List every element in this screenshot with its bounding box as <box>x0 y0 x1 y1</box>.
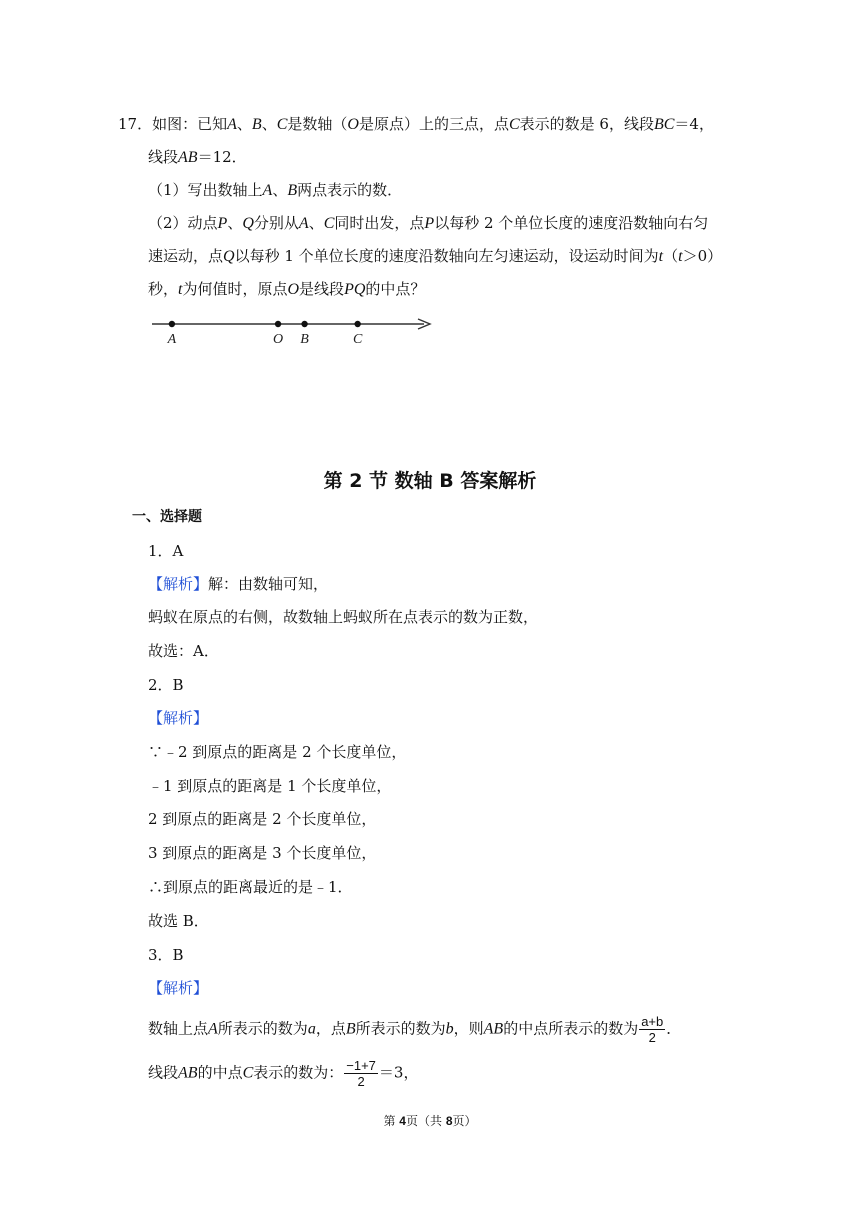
answer-2-line2: ﹣1 到原点的距离是 1 个长度单位， <box>148 777 392 795</box>
analysis-tag: 【解析】 <box>148 979 209 997</box>
point-o <box>275 321 281 327</box>
answer-2-line5: ∴到原点的距离最近的是﹣1． <box>148 878 353 896</box>
problem-17-line1: 17．如图：已知A、B、C是数轴（O是原点）上的三点，点C表示的数是 6，线段BC＝4， <box>118 115 714 133</box>
problem-17-q2-line1: （2）动点P、Q分别从A、C同时出发，点P以每秒 2 个单位长度的速度沿数轴向右匀 <box>148 214 709 232</box>
section-heading: 一、选择题 <box>132 509 202 525</box>
problem-17-q2-line3: 秒，t为何值时，原点O是线段PQ的中点？ <box>148 280 426 298</box>
answer-1-line3: 故选：A． <box>148 642 219 660</box>
page-total: 8 <box>445 1114 453 1128</box>
answer-2-line6: 故选 B． <box>148 912 209 930</box>
label-a: A <box>167 332 177 347</box>
label-o: O <box>272 332 284 347</box>
analysis-tag: 【解析】 <box>148 575 209 593</box>
analysis-tag: 【解析】 <box>148 709 209 727</box>
answer-1-line2: 蚂蚁在原点的右侧，故数轴上蚂蚁所在点表示的数为正数， <box>148 608 539 626</box>
fraction-midpoint: $\frac{-1+7}{2}$ <box>346 1058 376 1089</box>
answer-3: 3．B <box>148 946 184 964</box>
point-b <box>301 321 307 327</box>
label-b: B <box>300 332 309 347</box>
answer-2: 2．B <box>148 676 184 694</box>
problem-17-q1: （1）写出数轴上A、B两点表示的数． <box>148 181 403 199</box>
answer-2-line4: 3 到原点的距离是 3 个长度单位， <box>148 844 377 862</box>
answer-2-analysis-tag <box>148 707 208 729</box>
answer-3-analysis-tag <box>148 977 208 999</box>
answer-2-line1: ∵﹣2 到原点的距离是 2 个长度单位， <box>148 743 407 761</box>
page-footer: 第 4页（共 8页） <box>383 1114 477 1128</box>
answer-3-line1: 数轴上点A所表示的数为a，点B所表示的数为b，则AB的中点所表示的数为 $\frac{a+b}{2}$ ． <box>148 1014 682 1045</box>
page-number: 4 <box>399 1114 406 1128</box>
number-line-figure <box>148 312 440 352</box>
problem-17-q2-line2: 速运动，点Q以每秒 1 个单位长度的速度沿数轴向左匀速运动，设运动时间为t（t＞0） <box>148 247 723 265</box>
answer-1: 1．A <box>148 542 184 560</box>
answer-3-line2: 线段AB的中点C表示的数为： $\frac{-1+7}{2}$ ＝3， <box>148 1058 419 1089</box>
fraction-a-plus-b-over-2: $\frac{a+b}{2}$ <box>641 1014 664 1045</box>
point-a <box>169 321 175 327</box>
answer-1-analysis: 【解析】解：由数轴可知， <box>148 575 329 593</box>
answer-2-line3: 2 到原点的距离是 2 个长度单位， <box>148 810 377 828</box>
answer-title: 第 2 节 数轴 B 答案解析 <box>323 470 537 492</box>
problem-17-line2: 线段AB＝12． <box>148 148 247 166</box>
label-c: C <box>352 332 363 347</box>
point-c <box>354 321 360 327</box>
